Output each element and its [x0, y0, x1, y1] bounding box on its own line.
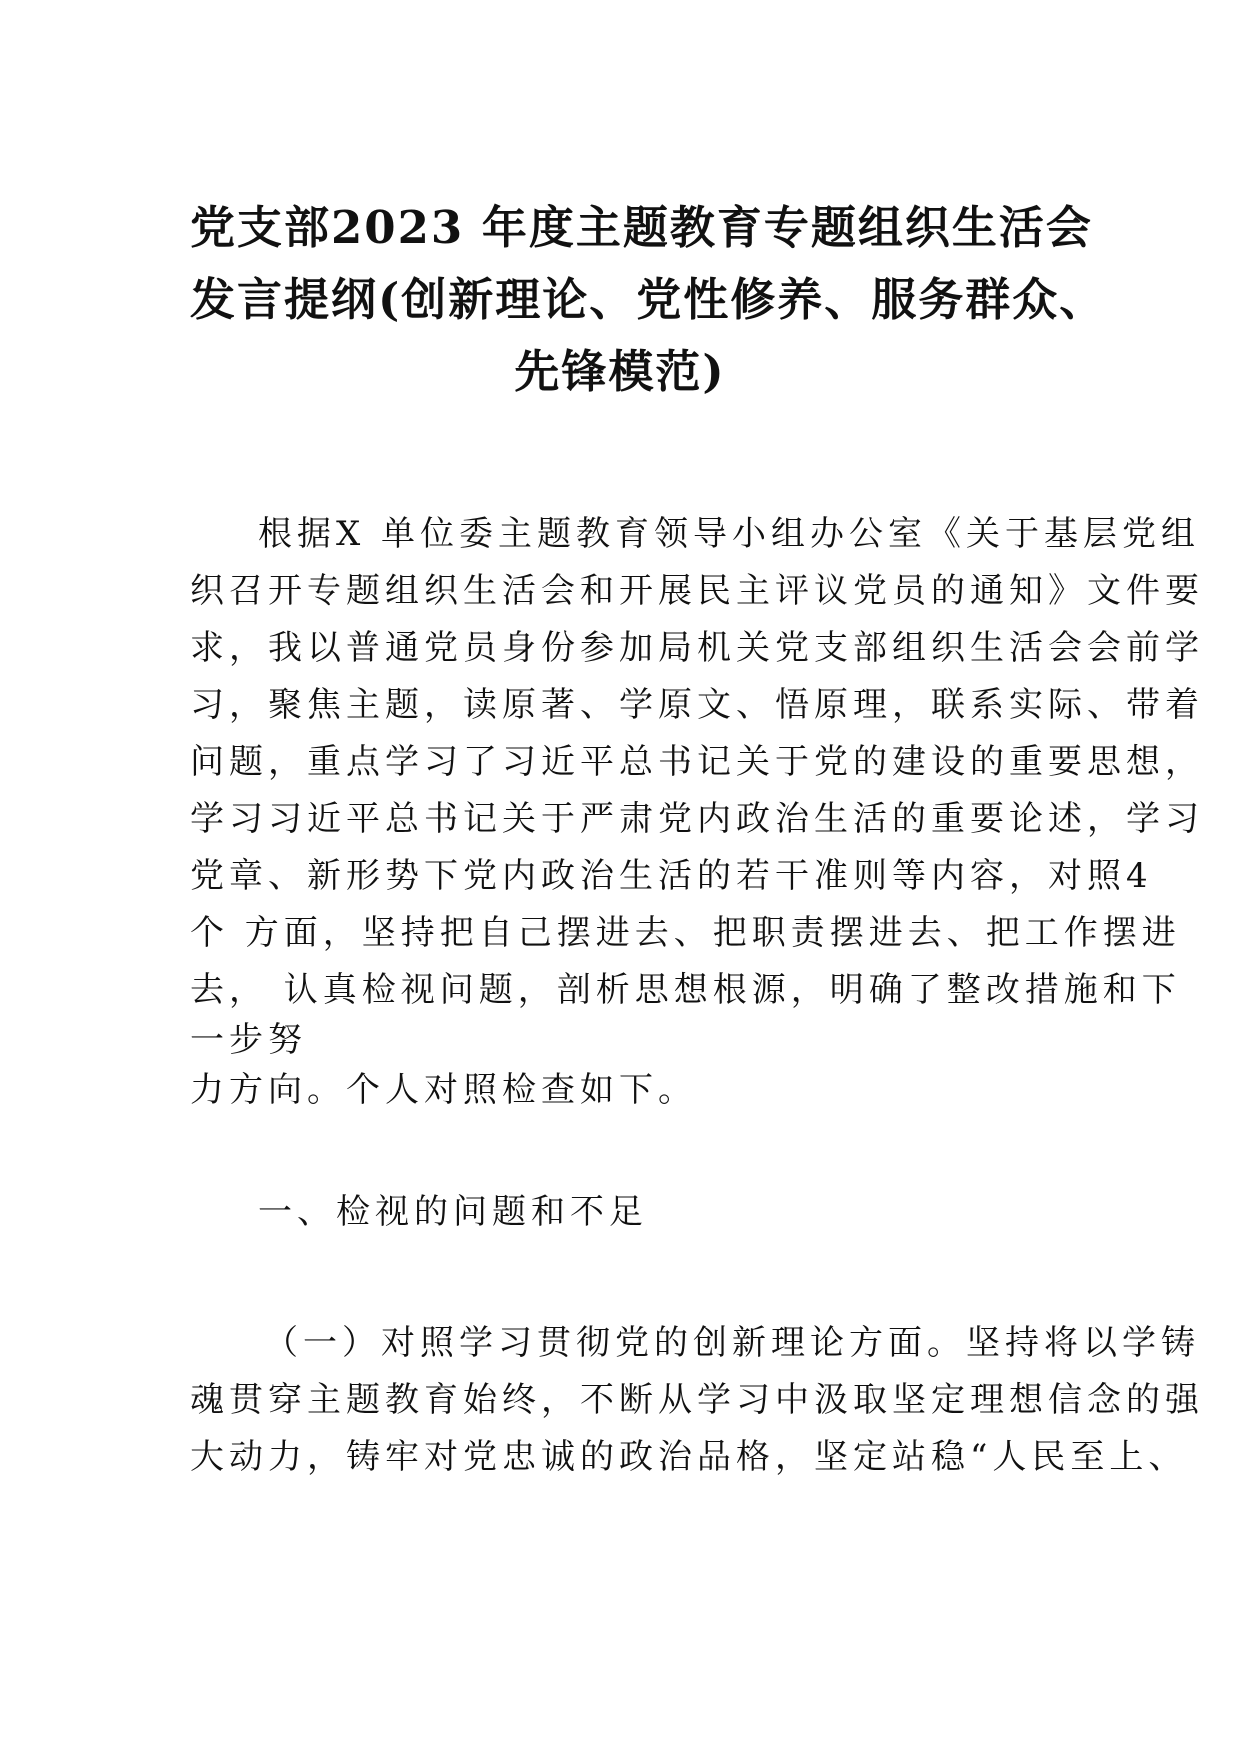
section-heading-text: 一、检视的问题和不足 [258, 1192, 648, 1232]
paragraph-line: 魂贯穿主题教育始终，不断从学习中汲取坚定理想信念的强 [190, 1380, 1204, 1420]
paragraph-line: 一步努 [190, 1020, 307, 1060]
paragraph-line: 求，我以普通党员身份参加局机关党支部组织生活会会前学 [190, 628, 1204, 668]
paragraph-line: 学习习近平总书记关于严肃党内政治生活的重要论述，学习 [190, 799, 1204, 839]
paragraph-line: （一）对照学习贯彻党的创新理论方面。坚持将以学铸 [264, 1323, 1200, 1363]
paragraph-line: 大动力，铸牢对党忠诚的政治品格，坚定站稳“人民至上、 [190, 1437, 1188, 1477]
intro-paragraph [190, 506, 1204, 1119]
paragraph-line: 去， 认真检视问题，剖析思想根源，明确了整改措施和下 [190, 970, 1181, 1010]
title-line: 先锋模范) [514, 345, 726, 398]
section-heading [190, 1184, 1070, 1241]
title-line: 党支部2023 年度主题教育专题组织生活会 [190, 201, 1093, 254]
paragraph-line: 习，聚焦主题，读原著、学原文、悟原理，联系实际、带着 [190, 685, 1204, 725]
title-line: 发言提纲(创新理论、党性修养、服务群众、 [190, 273, 1107, 326]
section-paragraph [190, 1315, 1204, 1486]
paragraph-line: 力方向。个人对照检查如下。 [190, 1070, 697, 1110]
paragraph-line: 问题，重点学习了习近平总书记关于党的建设的重要思想， [190, 742, 1204, 782]
paragraph-line: 党章、新形势下党内政治生活的若干准则等内容，对照4 [190, 856, 1153, 896]
paragraph-line: 根据X 单位委主题教育领导小组办公室《关于基层党组 [258, 514, 1201, 554]
paragraph-line: 织召开专题组织生活会和开展民主评议党员的通知》文件要 [190, 571, 1204, 611]
paragraph-line: 个 方面，坚持把自己摆进去、把职责摆进去、把工作摆进 [190, 913, 1181, 953]
document-title [190, 192, 1107, 408]
